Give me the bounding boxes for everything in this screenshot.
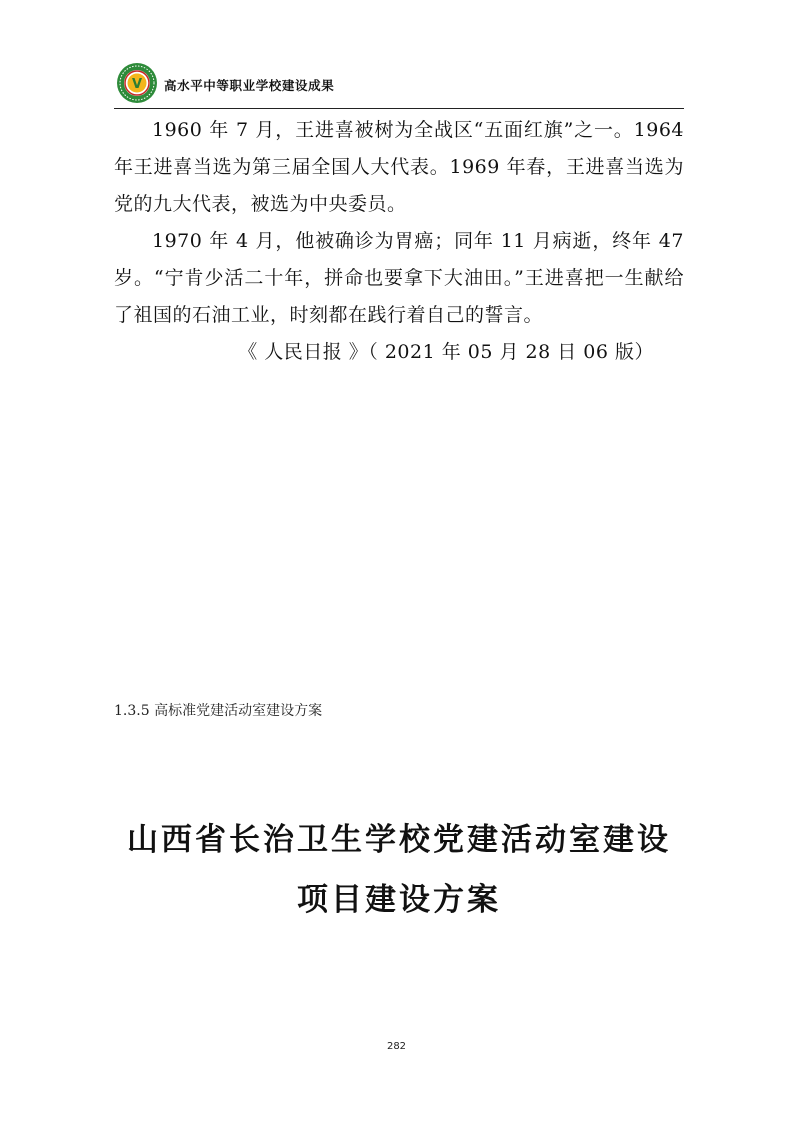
logo-letter: V: [131, 77, 143, 92]
header-divider: [114, 108, 684, 109]
section-heading: 1.3.5 高标准党建活动室建设方案: [114, 703, 323, 719]
document-title-line-1: 山西省长治卫生学校党建活动室建设: [127, 822, 671, 858]
paragraph-1: 1960 年 7 月，王进喜被树为全战区“五面红旗”之一。1964 年王进喜当选为第三届全国人大代表。1969 年春，王进喜当选为党的九大代表，被选为中央委员。: [114, 119, 684, 215]
school-logo-icon: [116, 62, 158, 104]
document-title-line-2: 项目建设方案: [297, 882, 501, 918]
page-header: [114, 60, 684, 110]
citation: 《 人民日报 》（ 2021 年 05 月 28 日 06 版）: [238, 341, 654, 363]
page-number: 282: [386, 1041, 407, 1052]
document-title: [114, 810, 684, 930]
article-body: [114, 112, 684, 371]
paragraph-2: 1970 年 4 月，他被确诊为胃癌；同年 11 月病逝，终年 47 岁。“宁肯少活二十年，拼命也要拿下大油田。”王进喜把一生献给了祖国的石油工业，时刻都在践行着自己的誓言。: [114, 230, 684, 326]
header-title: 高水平中等职业学校建设成果: [164, 78, 335, 93]
